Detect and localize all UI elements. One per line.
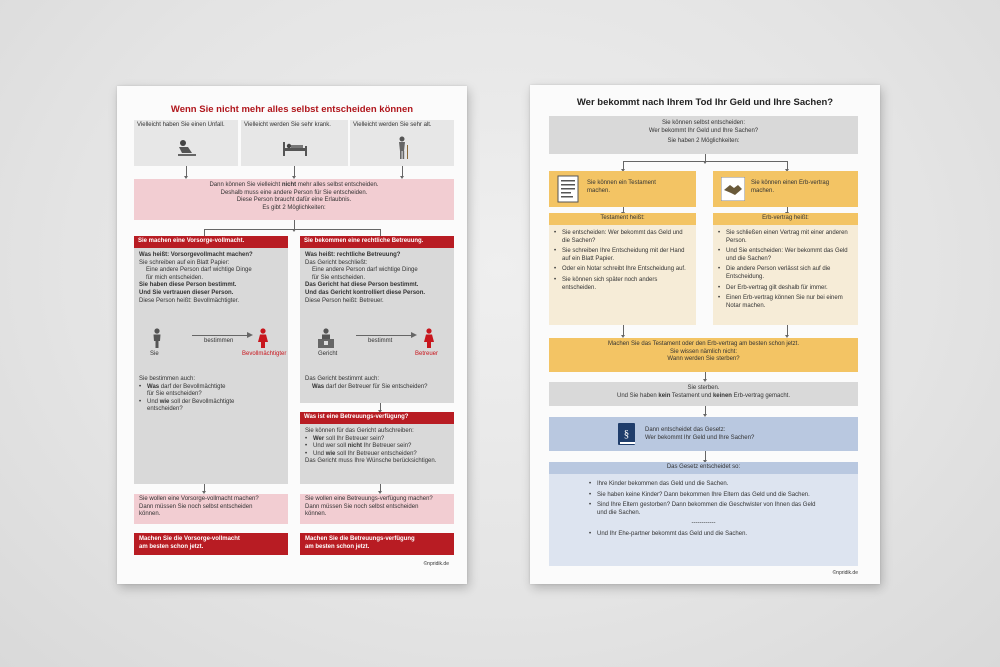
law-decides-box: [549, 417, 858, 451]
guardianship-left-label: Gericht: [318, 351, 338, 357]
legal-guardianship-panel: [300, 248, 454, 403]
death-no-will-box: [549, 382, 858, 406]
intro-line-3: Diese Person braucht dafür eine Erlaubnis.: [236, 197, 352, 204]
arrow-down: [705, 372, 706, 379]
arrow-down: [787, 207, 788, 212]
contract-definition-header: Erb-vertrag heißt:: [713, 213, 858, 225]
care-directive-header: Was ist eine Betreuungs-verfügung?: [300, 412, 454, 424]
directive-bullet: • Wer soll Ihr Betreuer sein?: [305, 435, 385, 442]
arrow-down: [294, 166, 295, 176]
left-copyright: ©npridik.de: [423, 561, 449, 567]
poa-req-text: Dann müssen Sie noch selbst entscheiden: [139, 503, 253, 510]
right-sheet-title: Wer bekommt nach Ihrem Tod Ihr Geld und Ihre Sachen?: [576, 97, 834, 108]
poa-req-text: Sie wollen eine Vorsorge-vollmacht machen?: [139, 496, 259, 502]
scenario-old-age: [350, 120, 454, 166]
guardianship-text: für Sie entscheiden.: [312, 274, 366, 281]
law-rule: • Und Ihr Ehe-partner bekommt das Geld und die Sachen.: [589, 531, 818, 539]
guardianship-arrow: [356, 335, 414, 336]
guardianship-text: Das Gericht hat diese Person bestimmt.: [305, 282, 419, 289]
poa-requirement-box: [134, 494, 288, 524]
directive-bullet: • Und wer soll nicht Ihr Betreuer sein?: [305, 443, 412, 450]
care-directive-panel: [300, 424, 454, 484]
arrow-down: [186, 166, 187, 176]
law-rules-panel: [549, 474, 858, 566]
guardianship-text: Diese Person heißt: Betreuer.: [305, 297, 384, 304]
poa-arrow-label: bestimmen: [204, 338, 234, 344]
guardianship-also-line: Was darf der Betreuer für Sie entscheiden?: [312, 383, 428, 390]
arrow-down: [204, 484, 205, 491]
arrow-down: [623, 325, 624, 335]
contract-point: • Die andere Person verlässt sich auf die Entscheidung.: [718, 266, 853, 281]
arrow-down: [787, 325, 788, 335]
poa-right-label: Bevollmächtigter: [242, 351, 287, 357]
arrow-down: [705, 154, 706, 161]
poa-text: Sie haben diese Person bestimmt.: [139, 282, 237, 289]
poa-text: Sie schreiben auf ein Blatt Papier:: [139, 259, 230, 266]
testament-point: • Sie entscheiden: Wer bekommt das Geld und die Sachen?: [554, 230, 691, 245]
self-decide-text: Sie können selbst entscheiden:: [661, 120, 746, 126]
directive-call-to-action: Machen Sie die Betreuungs-verfügung am besten schon jetzt.: [300, 533, 454, 555]
contract-point: • Einen Erb-vertrag können Sie nur bei einem Notar machen.: [718, 295, 853, 310]
testament-definition-panel: [549, 225, 696, 325]
directive-requirement-box: [300, 494, 454, 524]
document-icon: [557, 175, 579, 203]
self-decide-text: Wer bekommt Ihr Geld und Ihre Sachen?: [648, 127, 759, 134]
guardianship-right-label: Betreuer: [415, 351, 439, 357]
testament-point: • Oder ein Notar schreibt Ihre Entscheidung auf.: [554, 266, 691, 274]
arrow-down: [380, 229, 381, 236]
law-rule: • Ihre Kinder bekommen das Geld und die Sachen.: [589, 481, 818, 489]
power-of-attorney-panel: [134, 248, 288, 484]
guardianship-also: Das Gericht bestimmt auch:: [305, 376, 380, 382]
poa-text: für mich entscheiden.: [146, 274, 204, 281]
contract-point: • Und Sie entscheiden: Wer bekommt das Geld und die Sachen?: [718, 248, 853, 263]
law-book-icon: [617, 422, 637, 446]
power-of-attorney-header: Sie machen eine Vorsorge-vollmacht.: [134, 236, 288, 248]
intro-line-1: Dann können Sie vielleicht nicht mehr alles selbst entscheiden.: [209, 182, 379, 188]
poa-left-label: Sie: [150, 351, 159, 357]
do-it-now-text: Sie wissen nämlich nicht:: [669, 348, 738, 355]
arrow-down: [204, 229, 205, 236]
poa-arrow: [192, 335, 250, 336]
care-directive-sheet: [117, 86, 467, 584]
testament-point: • Sie schreiben Ihre Entscheidung mit der Hand auf ein Blatt Papier.: [554, 248, 691, 263]
arrow-down: [787, 161, 788, 169]
accident-icon: [176, 137, 198, 159]
law-rule: • Sind Ihre Eltern gestorben? Dann bekommen die Geschwister von Ihnen das Geld und die Sachen.: [589, 502, 818, 517]
arrow-down: [623, 161, 624, 169]
testament-definition-header: Testament heißt:: [549, 213, 696, 225]
intro-line-2: Deshalb muss eine andere Person für Sie entscheiden.: [220, 189, 368, 196]
scenario-accident-text: Vielleicht haben Sie einen Unfall.: [137, 122, 225, 128]
poa-bullet-2: • Und wie soll der Bevollmächtigte entscheiden?: [139, 398, 235, 413]
do-it-now-box: [549, 338, 858, 372]
poa-also: Sie bestimmen auch:: [139, 376, 196, 382]
law-rules-header: Das Gesetz entscheidet so:: [549, 462, 858, 474]
scenario-accident: [134, 120, 238, 166]
death-text: Und Sie haben kein Testament und keinen Erb-vertrag gemacht.: [616, 392, 791, 399]
person-icon: [152, 328, 162, 348]
arrow-down: [623, 207, 624, 212]
guardianship-arrow-label: bestimmt: [368, 338, 393, 344]
poa-question: Was heißt: Vorsorgevollmacht machen?: [139, 252, 253, 258]
guardianship-text: Das Gericht beschließt:: [305, 259, 368, 266]
poa-bullet-1: • Was darf der Bevollmächtigte für Sie entscheiden?: [139, 383, 226, 398]
legal-guardianship-header: Sie bekommen eine rechtliche Betreuung.: [300, 236, 454, 248]
inheritance-contract-option: [713, 171, 858, 207]
guardianship-question: Was heißt: rechtliche Betreuung?: [305, 252, 401, 258]
arrow-down: [380, 403, 381, 410]
poa-text: Eine andere Person darf wichtige Dinge: [146, 267, 252, 274]
left-sheet-title: Wenn Sie nicht mehr alles selbst entscheiden können: [170, 104, 414, 115]
scenario-old-age-text: Vielleicht werden Sie sehr alt.: [353, 122, 432, 128]
intro-box: [134, 179, 454, 220]
directive-bullet: • Und wie soll Ihr Betreuer entscheiden?: [305, 450, 417, 457]
elderly-person-icon: [394, 136, 412, 160]
do-it-now-text: Wann werden Sie sterben?: [667, 356, 740, 363]
testament-option-text: Sie können ein Testament machen.: [587, 180, 656, 194]
court-judge-icon: [318, 328, 334, 348]
guardianship-text: Und das Gericht kontrolliert diese Person.: [305, 289, 426, 296]
death-text: Sie sterben.: [687, 385, 720, 391]
contract-point: • Der Erb-vertrag gilt deshalb für immer.: [718, 285, 853, 293]
directive-req-text: können.: [305, 511, 327, 518]
arrow-right-icon: [411, 332, 417, 338]
directive-req-text: Sie wollen eine Betreuungs-verfügung machen?: [305, 496, 433, 502]
handshake-icon: [721, 177, 745, 201]
directive-text: Sie können für das Gericht aufschreiben:: [305, 428, 414, 434]
split-line: [623, 161, 787, 162]
arrow-down: [294, 220, 295, 229]
intro-line-4: Es gibt 2 Möglichkeiten:: [262, 204, 326, 211]
self-decide-text: Sie haben 2 Möglichkeiten:: [667, 138, 740, 145]
testament-option: [549, 171, 696, 207]
contract-point: • Sie schließen einen Vertrag mit einer anderen Person.: [718, 230, 853, 245]
scenario-illness: [241, 120, 348, 166]
arrow-down: [402, 166, 403, 176]
person-red-icon: [424, 328, 434, 348]
testament-point: • Sie können sich später noch anders entscheiden.: [554, 277, 691, 292]
separator-dashes: ------------: [691, 520, 716, 527]
arrow-right-icon: [247, 332, 253, 338]
scenario-illness-text: Vielleicht werden Sie sehr krank.: [244, 122, 331, 128]
svg-text:§: §: [623, 428, 630, 440]
arrow-down: [705, 451, 706, 460]
contract-definition-panel: [713, 225, 858, 325]
poa-text: Diese Person heißt: Bevollmächtigter.: [139, 297, 240, 304]
inheritance-sheet: [530, 85, 880, 584]
poa-req-text: können.: [139, 511, 161, 518]
hospital-bed-icon: [281, 138, 311, 158]
right-copyright: ©npridik.de: [832, 570, 858, 576]
person-red-icon: [258, 328, 268, 348]
directive-text: Das Gericht muss Ihre Wünsche berücksichtigen.: [305, 458, 437, 465]
do-it-now-text: Machen Sie das Testament oder den Erb-vertrag am besten schon jetzt.: [608, 341, 799, 347]
poa-call-to-action: Machen Sie die Vorsorge-vollmacht am besten schon jetzt.: [134, 533, 288, 555]
poa-text: Und Sie vertrauen dieser Person.: [139, 289, 234, 296]
contract-option-text: Sie können einen Erb-vertrag machen.: [751, 180, 830, 194]
law-decides-text: Dann entscheidet das Gesetz: Wer bekommt Ihr Geld und Ihre Sachen?: [645, 427, 755, 441]
directive-req-text: Dann müssen Sie noch selbst entscheiden: [305, 503, 419, 510]
guardianship-text: Eine andere Person darf wichtige Dinge: [312, 267, 418, 274]
arrow-down: [705, 406, 706, 414]
law-rule: • Sie haben keine Kinder? Dann bekommen Ihre Eltern das Geld und die Sachen.: [589, 492, 818, 500]
arrow-down: [380, 484, 381, 491]
self-decide-box: [549, 116, 858, 154]
